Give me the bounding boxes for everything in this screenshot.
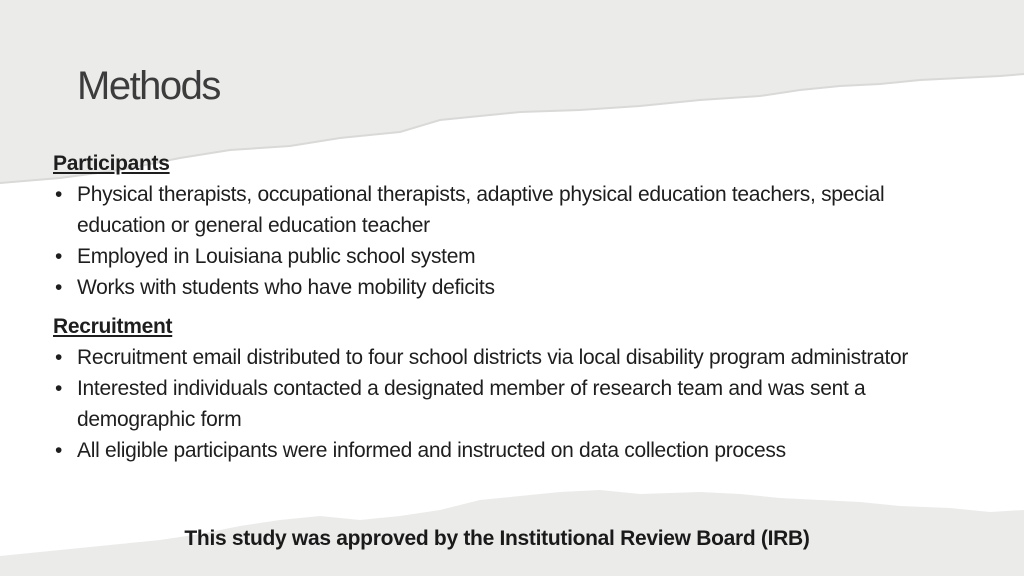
list-item [53, 342, 953, 373]
bullet-icon: • [55, 377, 63, 400]
participants-heading: Participants [53, 152, 170, 175]
bullet-icon: • [55, 276, 63, 299]
recruitment-heading: Recruitment [53, 315, 173, 338]
list-item-text: Works with students who have mobility deficits [77, 276, 495, 299]
slide-title: Methods [77, 64, 220, 108]
irb-approval-note: This study was approved by the Institutional Review Board (IRB) [184, 527, 810, 550]
bullet-icon: • [55, 245, 63, 268]
slide-body [53, 148, 953, 466]
bullet-icon: • [55, 183, 63, 206]
bullet-icon: • [55, 346, 63, 369]
bullet-icon: • [55, 439, 63, 462]
list-item-text: Interested individuals contacted a designated member of research team and was sent a demographic form [77, 377, 866, 431]
recruitment-list [53, 342, 953, 466]
list-item-text: Employed in Louisiana public school system [77, 245, 476, 268]
list-item [53, 272, 953, 303]
list-item-text: Recruitment email distributed to four school districts via local disability program administrator [77, 346, 909, 369]
list-item [53, 373, 953, 435]
list-item-text: Physical therapists, occupational therapists, adaptive physical education teachers, special education or general education teacher [77, 183, 885, 237]
participants-list [53, 179, 953, 303]
list-item [53, 179, 953, 241]
list-item [53, 435, 953, 466]
list-item-text: All eligible participants were informed and instructed on data collection process [77, 439, 786, 462]
list-item [53, 241, 953, 272]
